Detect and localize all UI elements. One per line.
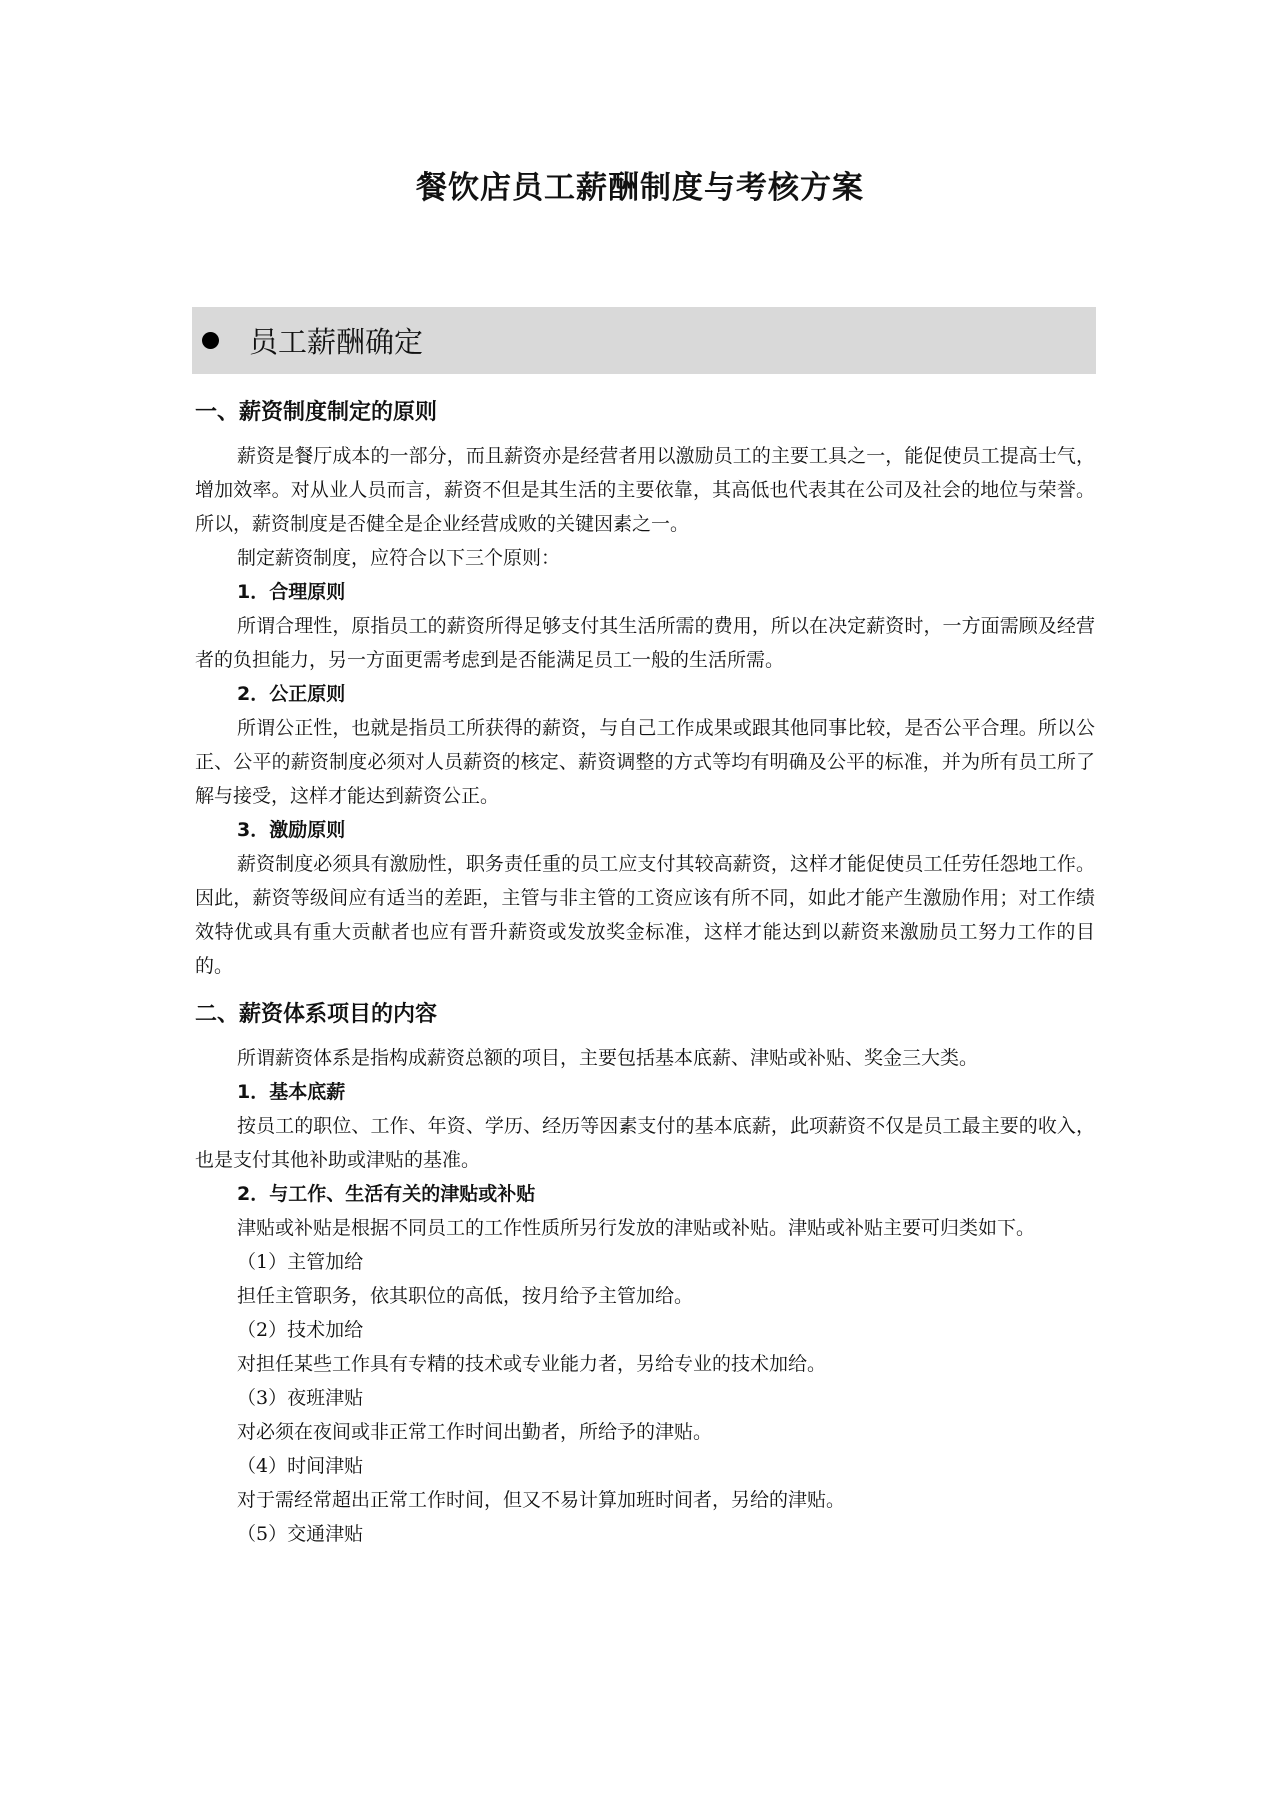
list-item-desc: 对担任某些工作具有专精的技术或专业能力者，另给专业的技术加给。 [237,1353,827,1375]
section-banner-title: 员工薪酬确定 [249,325,424,359]
list-item-desc: 对必须在夜间或非正常工作时间出勤者，所给予的津贴。 [237,1421,713,1443]
list-item-desc: 担任主管职务，依其职位的高低，按月给予主管加给。 [237,1285,694,1307]
list-item-label: （5）交通津贴 [237,1523,364,1545]
paragraph: 薪资制度必须具有激励性，职务责任重的员工应支付其较高薪资，这样才能促使员工任劳任怨地工作。因此，薪资等级间应有适当的差距，主管与非主管的工资应该有所不同，如此才能产生激励作用；对工作绩效特优或具有重大贡献者也应有晋升薪资或发放奖金标准，这样才能达到以薪资来激励员工努力工作的目的。 [195,853,1095,977]
filled-circle-bullet-icon [202,332,219,349]
paragraph: 所谓合理性，原指员工的薪资所得足够支付其生活所需的费用，所以在决定薪资时，一方面需顾及经营者的负担能力，另一方面更需考虑到是否能满足员工一般的生活所需。 [195,615,1095,671]
subsection-heading: 1．基本底薪 [237,1081,346,1103]
paragraph: 薪资是餐厅成本的一部分，而且薪资亦是经营者用以激励员工的主要工具之一，能促使员工提高士气，增加效率。对从业人员而言，薪资不但是其生活的主要依靠，其高低也代表其在公司及社会的地位与荣誉。所以，薪资制度是否健全是企业经营成败的关键因素之一。 [195,445,1095,535]
list-item-desc: 对于需经常超出正常工作时间，但又不易计算加班时间者，另给的津贴。 [237,1489,846,1511]
section-heading-1: 一、薪资制度制定的原则 [195,400,438,425]
list-item-label: （3）夜班津贴 [237,1387,364,1409]
paragraph: 所谓公正性，也就是指员工所获得的薪资，与自己工作成果或跟其他同事比较，是否公平合理。所以公正、公平的薪资制度必须对人员薪资的核定、薪资调整的方式等均有明确及公平的标准，并为所有员工所了解与接受，这样才能达到薪资公正。 [195,717,1095,807]
document-body [195,393,1095,1551]
section-banner [192,307,1096,374]
paragraph: 津贴或补贴是根据不同员工的工作性质所另行发放的津贴或补贴。津贴或补贴主要可归类如下。 [237,1217,1036,1239]
subsection-heading: 3．激励原则 [237,819,346,841]
section-heading-2: 二、薪资体系项目的内容 [195,1002,438,1027]
list-item-label: （1）主管加给 [237,1251,364,1273]
list-item-label: （4）时间津贴 [237,1455,364,1477]
paragraph: 所谓薪资体系是指构成薪资总额的项目，主要包括基本底薪、津贴或补贴、奖金三大类。 [237,1047,979,1069]
subsection-heading: 1．合理原则 [237,581,346,603]
paragraph: 制定薪资制度，应符合以下三个原则： [237,547,561,569]
document-title: 餐饮店员工薪酬制度与考核方案 [416,170,864,206]
subsection-heading: 2．公正原则 [237,683,346,705]
list-item-label: （2）技术加给 [237,1319,364,1341]
subsection-heading: 2．与工作、生活有关的津贴或补贴 [237,1183,536,1205]
paragraph: 按员工的职位、工作、年资、学历、经历等因素支付的基本底薪，此项薪资不仅是员工最主要的收入，也是支付其他补助或津贴的基准。 [195,1115,1095,1171]
